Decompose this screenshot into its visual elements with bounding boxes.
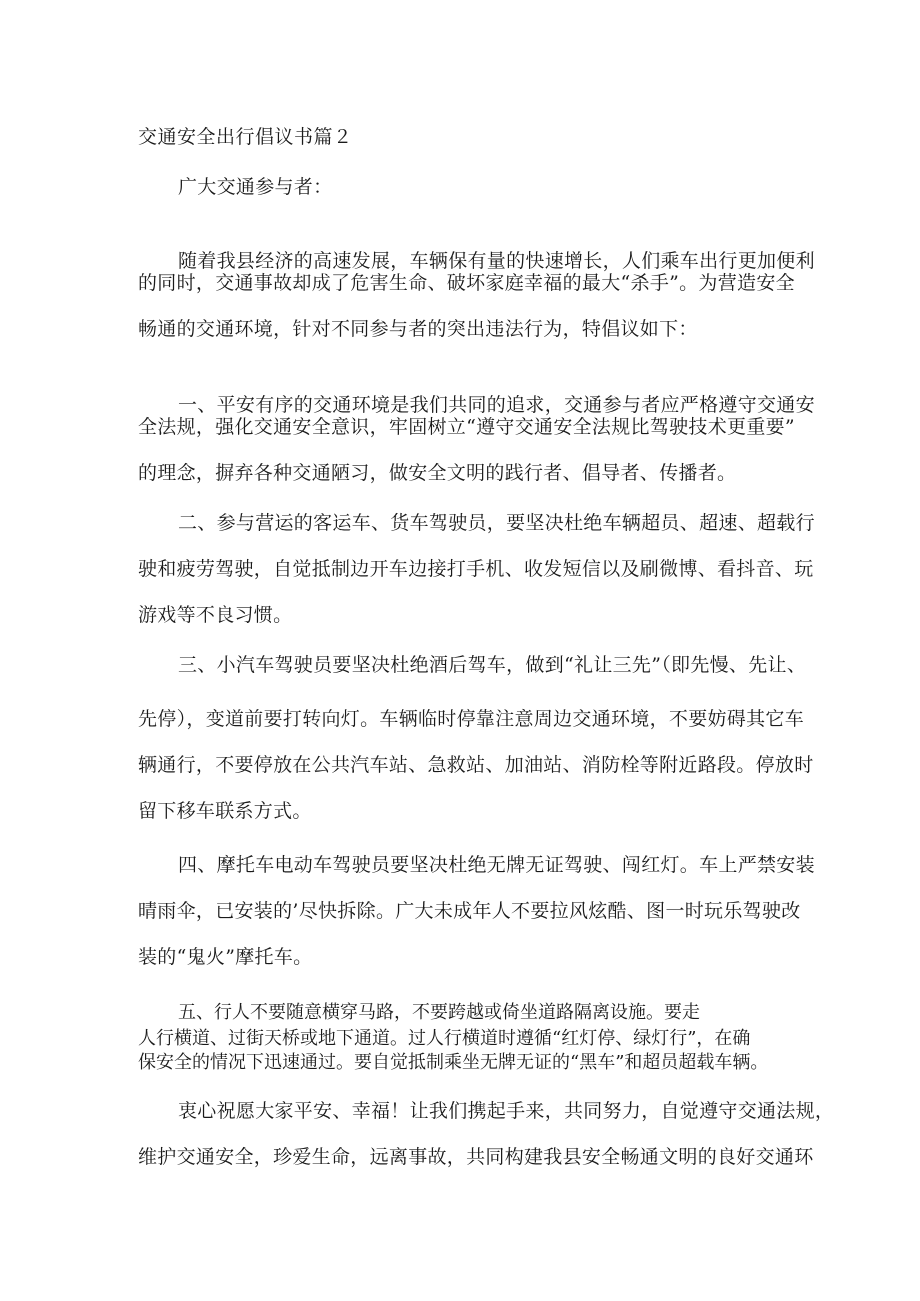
paragraph-line: 的同时，交通事故却成了危害生命、破坏家庭幸福的最大“杀手”。为营造安全: [138, 272, 795, 294]
paragraph-line: 辆通行，不要停放在公共汽车站、急救站、加油站、消防栓等附近路段。停放时: [138, 754, 814, 776]
paragraph-line: 人行横道、过街天桥或地下通道。过人行横道时遵循“红灯停、绿灯行”，在确: [138, 1028, 751, 1049]
paragraph-line: 保安全的情况下迅速通过。要自觉抵制乘坐无牌无证的“黑车”和超员超载车辆。: [138, 1052, 769, 1073]
paragraph-line: 衷心祝愿大家平安、幸福！让我们携起手来，共同努力，自觉遵守交通法规，: [178, 1100, 835, 1122]
paragraph-line: 先停），变道前要打转向灯。车辆临时停靠注意周边交通环境，不要妨碍其它车: [138, 708, 805, 730]
paragraph-line: 驶和疲劳驾驶，自觉抵制边开车边接打手机、收发短信以及刷微博、看抖音、玩: [138, 558, 814, 580]
paragraph-line: 广大交通参与者：: [178, 176, 333, 198]
paragraph-line: 留下移车联系方式。: [138, 800, 312, 822]
paragraph-line: 装的“鬼火”摩托车。: [138, 946, 313, 968]
paragraph-line: 二、参与营运的客运车、货车驾驶员，要坚决杜绝车辆超员、超速、超载行: [178, 512, 815, 534]
paragraph-line: 一、平安有序的交通环境是我们共同的追求，交通参与者应严格遵守交通安: [178, 394, 815, 416]
paragraph-line: 随着我县经济的高速发展，车辆保有量的快速增长，人们乘车出行更加便利: [178, 250, 815, 272]
document-title: 交通安全出行倡议书篇２: [138, 126, 353, 148]
paragraph-line: 晴雨伞，已安装的’尽快拆除。广大未成年人不要拉风炫酷、图一时玩乐驾驶改: [138, 900, 801, 922]
paragraph-line: 游戏等不良习惯。: [138, 604, 293, 626]
paragraph-line: 的理念，摒弃各种交通陋习，做安全文明的践行者、倡导者、传播者。: [138, 462, 737, 484]
paragraph-line: 四、摩托车电动车驾驶员要坚决杜绝无牌无证驾驶、闯红灯。车上严禁安装: [178, 854, 815, 876]
paragraph-line: 畅通的交通环境，针对不同参与者的突出违法行为，特倡议如下：: [138, 318, 698, 340]
paragraph-line: 维护交通安全，珍爱生命，远离事故，共同构建我县安全畅通文明的良好交通环: [138, 1146, 814, 1168]
paragraph-line: 全法规，强化交通安全意识，牢固树立“遵守交通安全法规比驾驶技术更重要”: [138, 416, 795, 438]
paragraph-line: 五、行人不要随意横穿马路，不要跨越或倚坐道路隔离设施。要走: [178, 1002, 700, 1023]
paragraph-line: 三、小汽车驾驶员要坚决杜绝酒后驾车，做到“礼让三先”（即先慢、先让、: [178, 654, 807, 676]
